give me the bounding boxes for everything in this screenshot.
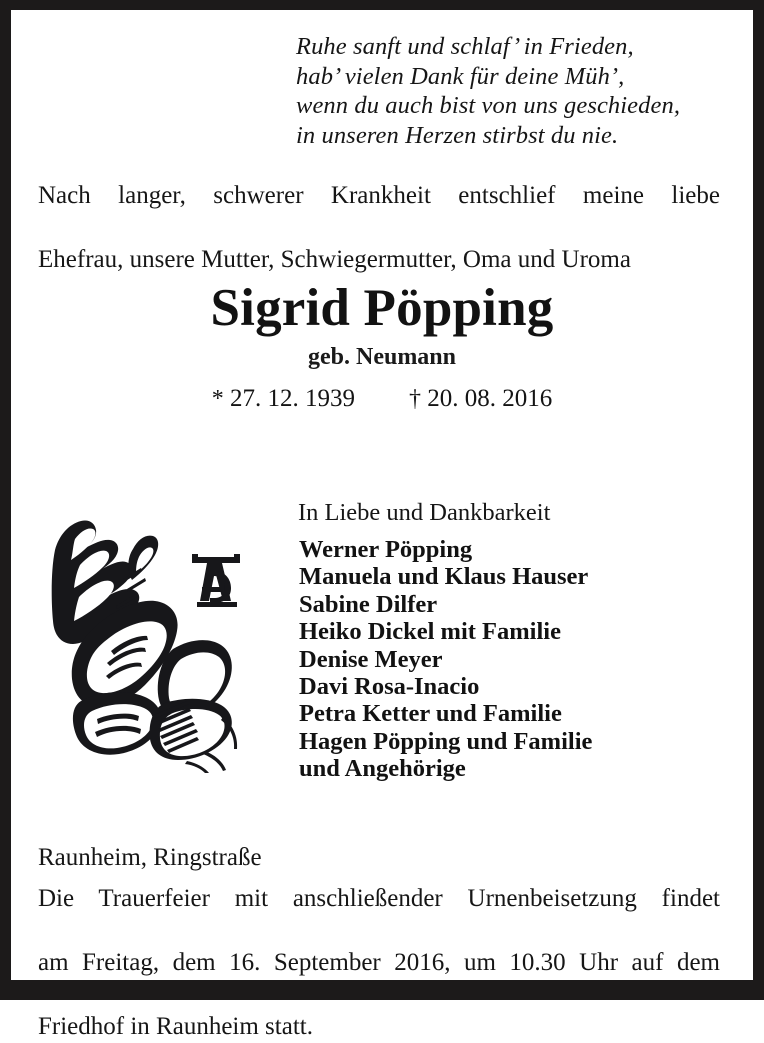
list-item: Sabine Dilfer — [299, 590, 438, 618]
verse-line: in unseren Herzen stirbst du nie. — [296, 121, 619, 149]
list-item: Davi Rosa-Inacio — [299, 673, 480, 701]
list-item: Petra Ketter und Familie — [299, 700, 562, 728]
service-line: Die Trauerfeier mit anschließender Urnenbeisetzung findet — [38, 885, 720, 912]
place-line: Raunheim, Ringstraße — [38, 844, 262, 871]
verse-line: wenn du auch bist von uns geschieden, — [296, 92, 681, 119]
list-item: Denise Meyer — [299, 645, 443, 673]
list-item: Hagen Pöpping und Familie — [299, 727, 593, 755]
deceased-maiden-name: geb. Neumann — [307, 344, 457, 370]
list-item: und Angehörige — [299, 755, 466, 783]
announcement-paragraph — [38, 180, 720, 276]
obituary-inner-page — [11, 10, 753, 1040]
list-item: Heiko Dickel mit Familie — [299, 618, 561, 646]
service-line: am Freitag, dem 16. September 2016, um 10.30 Uhr auf dem — [38, 949, 720, 976]
funeral-service-info — [38, 883, 720, 1043]
service-line: Friedhof in Raunheim statt. — [38, 1013, 313, 1040]
memorial-verse — [296, 32, 726, 150]
death-cross-icon: † — [409, 386, 421, 412]
birth-date: 27. 12. 1939 — [230, 385, 355, 412]
durer-monogram-icon — [192, 554, 240, 607]
announcement-line: Nach langer, schwerer Krankheit entschlief meine liebe — [38, 182, 720, 209]
gratitude-line: In Liebe und Dankbarkeit — [298, 499, 551, 526]
announcement-line: Ehefrau, unsere Mutter, Schwiegermutter, Oma und Uroma — [38, 246, 631, 273]
death-date: 20. 08. 2016 — [427, 385, 553, 412]
death-date-group — [409, 385, 552, 412]
life-dates — [11, 384, 753, 414]
mourners-list — [299, 536, 709, 783]
praying-hands-illustration — [37, 505, 277, 773]
verse-line: Ruhe sanft und schlaf’ in Frieden, — [296, 33, 634, 60]
list-item: Manuela und Klaus Hauser — [299, 563, 589, 591]
deceased-block — [11, 278, 753, 414]
birth-date-group — [212, 385, 355, 412]
deceased-name: Sigrid Pöpping — [210, 279, 554, 337]
birth-star-icon: * — [211, 386, 224, 412]
verse-line: hab’ vielen Dank für deine Müh’, — [296, 62, 625, 90]
list-item: Werner Pöpping — [299, 536, 473, 563]
